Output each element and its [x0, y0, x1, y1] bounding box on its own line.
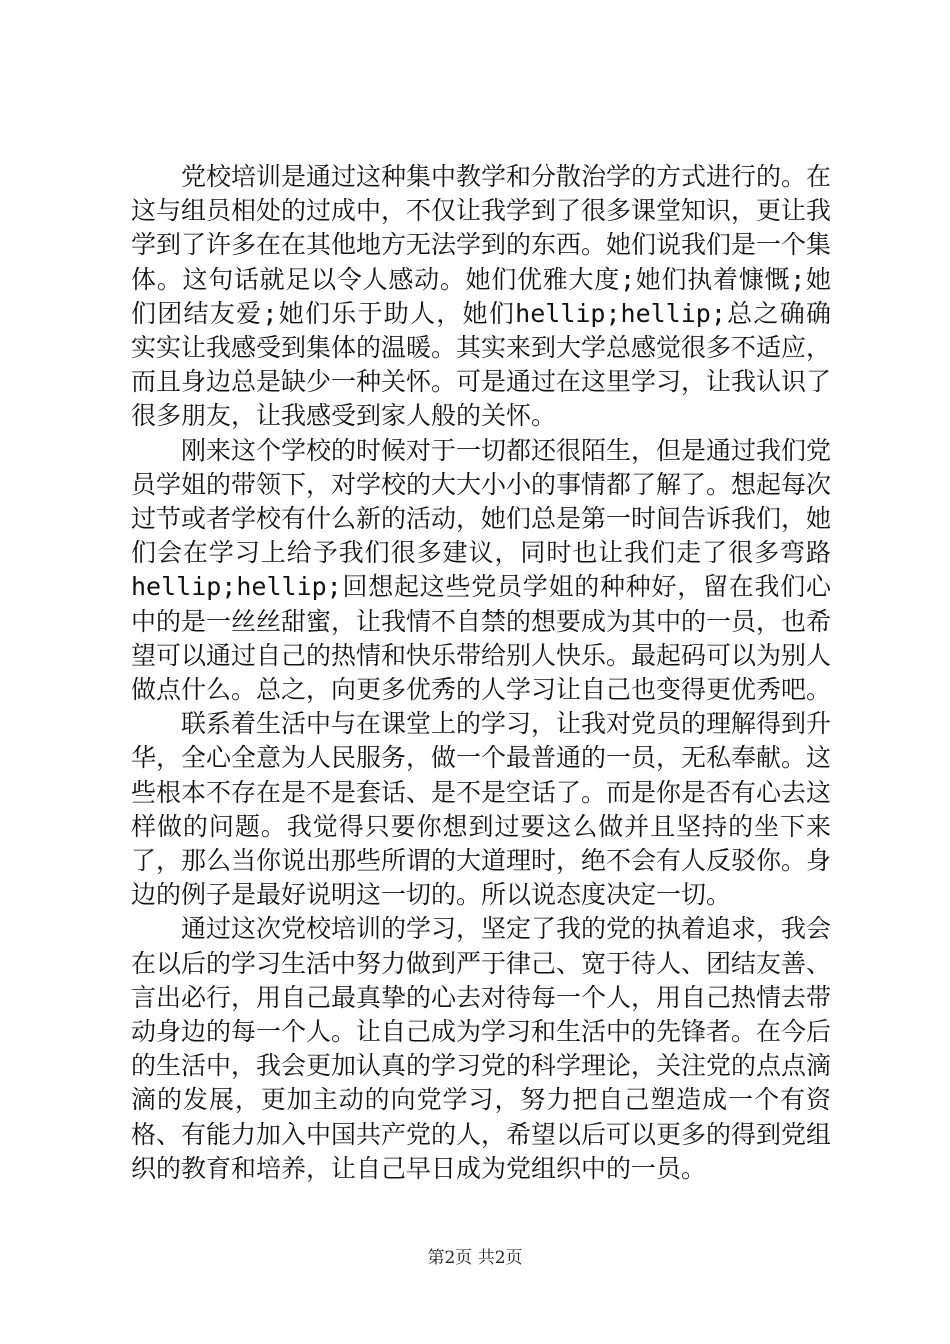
page-number-footer: 第2页 共2页: [427, 1248, 523, 1268]
paragraph-2: 刚来这个学校的时候对于一切都还很陌生，但是通过我们党员学姐的带领下，对学校的大大小小的事情都了解了。想起每次过节或者学校有什么新的活动，她们总是第一时间告诉我们，她们会在学习上给予我们很多建议，同时也让我们走了很多弯路hellip;hellip;回想起这些党员学姐的种种好，留在我们心中的是一丝丝甜蜜，让我情不自禁的想要成为其中的一员，也希望可以通过自己的热情和快乐带给别人快乐。最起码可以为别人做点什么。总之，向更多优秀的人学习让自己也变得更优秀吧。: [131, 435, 832, 705]
paragraph-1: 党校培训是通过这种集中教学和分散治学的方式进行的。在这与组员相处的过成中，不仅让我学到了很多课堂知识，更让我学到了许多在在其他地方无法学到的东西。她们说我们是一个集体。这句话就足以令人感动。她们优雅大度;她们执着慷慨;她们团结友爱;她们乐于助人，她们hellip;hellip;总之确确实实让我感受到集体的温暖。其实来到大学总感觉很多不适应，而且身边总是缺少一种关怀。可是通过在这里学习，让我认识了很多朋友，让我感受到家人般的关怀。: [131, 162, 832, 431]
paragraph-3: 联系着生活中与在课堂上的学习，让我对党员的理解得到升华，全心全意为人民服务，做一个最普通的一员，无私奉献。这些根本不存在是不是套话、是不是空话了。而是你是否有心去这样做的问题。我觉得只要你想到过要这么做并且坚持的坐下来了，那么当你说出那些所谓的大道理时，绝不会有人反驳你。身边的例子是最好说明这一切的。所以说态度决定一切。: [131, 709, 832, 910]
paragraph-4: 通过这次党校培训的学习，坚定了我的党的执着追求，我会在以后的学习生活中努力做到严于律己、宽于待人、团结友善、言出必行，用自己最真挚的心去对待每一个人，用自己热情去带动身边的每一个人。让自己成为学习和生活中的先锋者。在今后的生活中，我会更加认真的学习党的科学理论，关注党的点点滴滴的发展，更加主动的向党学习，努力把自己塑造成一个有资格、有能力加入中国共产党的人，希望以后可以更多的得到党组织的教育和培养，让自己早日成为党组织中的一员。: [131, 914, 832, 1183]
document-body: [131, 160, 831, 1186]
